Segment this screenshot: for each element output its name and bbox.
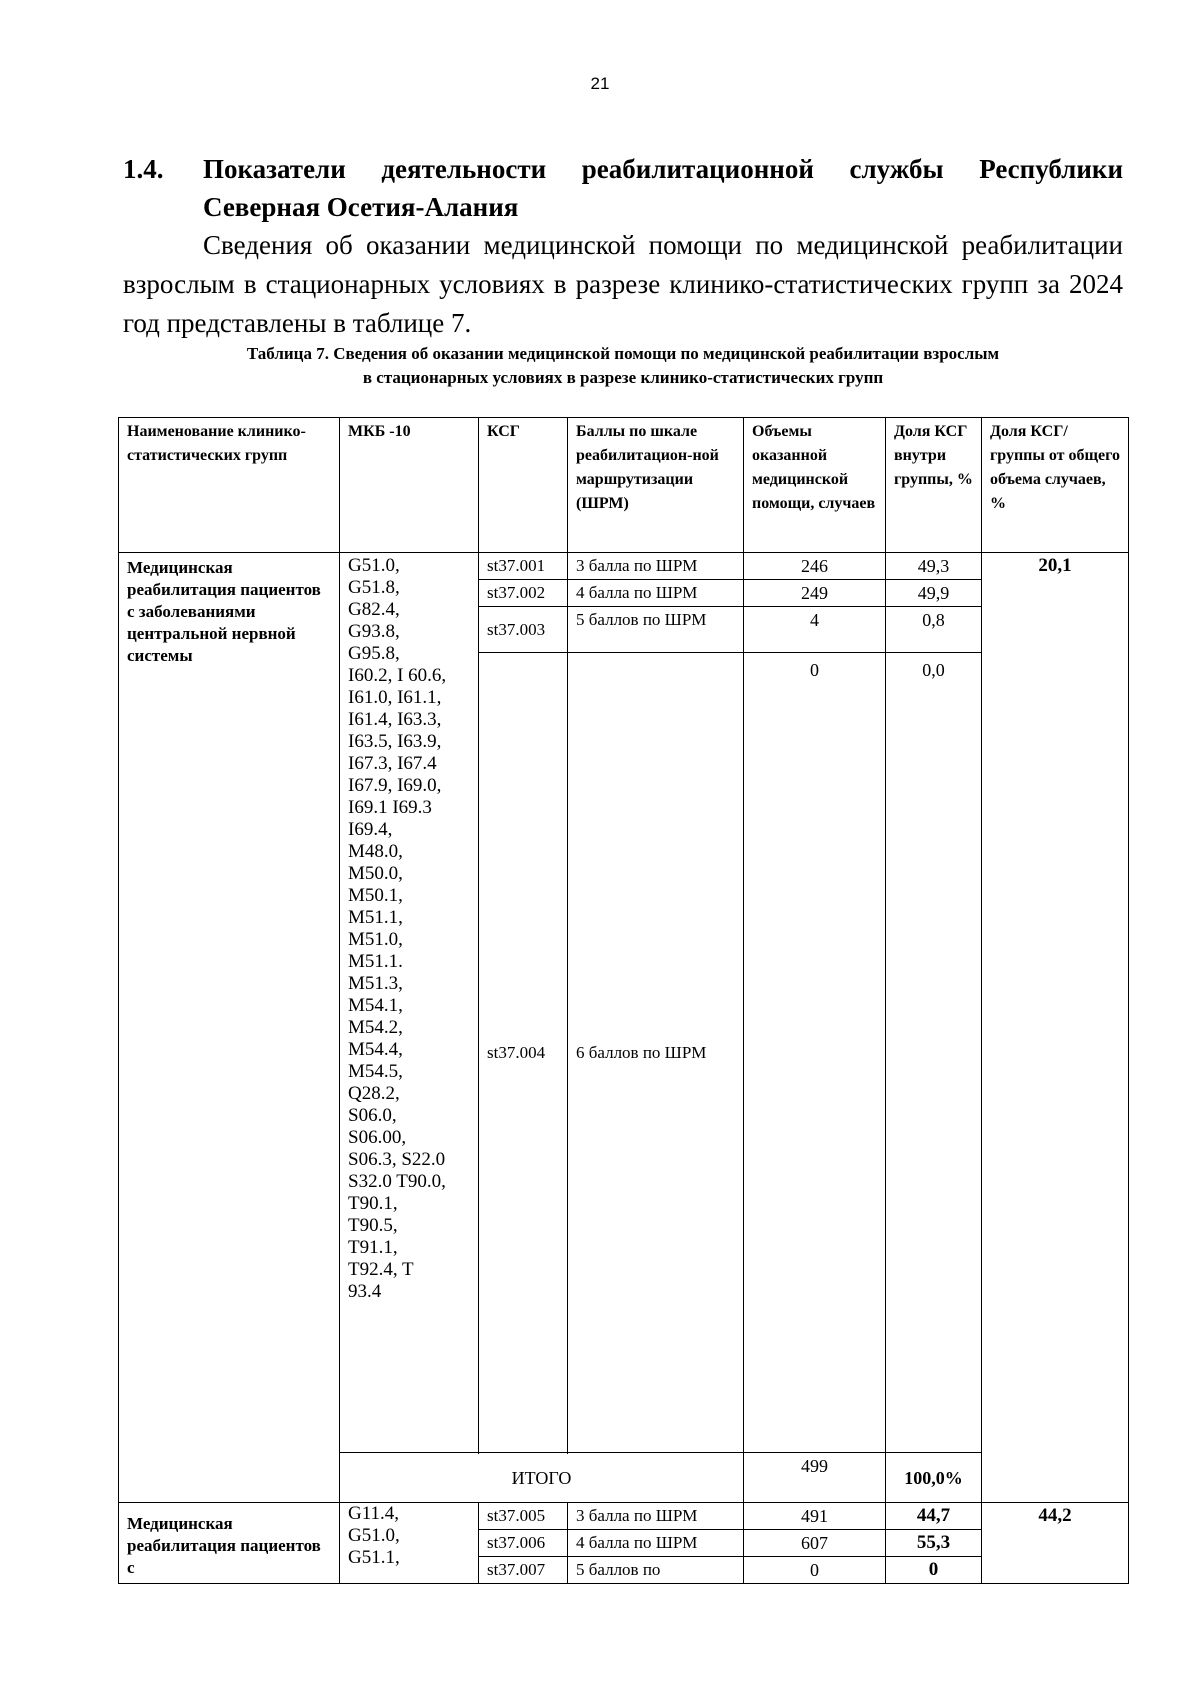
icd-code: S06.3, S22.0 bbox=[348, 1149, 446, 1170]
icd-code: T90.1, bbox=[348, 1193, 398, 1214]
table-caption-line2: в стационарных условиях в разрезе клинико-статистических групп bbox=[362, 368, 884, 387]
table-row bbox=[119, 1503, 1129, 1530]
group2-total-share: 44,2 bbox=[982, 1503, 1129, 1584]
icd-code: G51.8, bbox=[348, 577, 400, 598]
header-share-total: Доля КСГ/группы от общего объема случаев, % bbox=[982, 418, 1129, 553]
table-row bbox=[119, 553, 1129, 580]
share-value: 0,0 bbox=[886, 653, 982, 1453]
icd-code: G95.8, bbox=[348, 643, 400, 664]
icd-code: T90.5, bbox=[348, 1215, 398, 1236]
header-group: Наименование клинико-статистических групп bbox=[119, 418, 340, 553]
shrm-score: 3 балла по ШРМ bbox=[568, 553, 744, 580]
ksg-code: st37.002 bbox=[479, 580, 568, 607]
header-shrm: Баллы по шкале реабилитацион-ной маршрутизации (ШРМ) bbox=[568, 418, 744, 553]
share-value: 55,3 bbox=[886, 1530, 982, 1557]
shrm-score: 5 баллов по ШРМ bbox=[568, 607, 744, 653]
section-number: 1.4. bbox=[123, 154, 164, 184]
volume-value: 607 bbox=[744, 1530, 886, 1557]
group1-itogo-volume: 499 bbox=[744, 1453, 886, 1503]
group1-total-share: 20,1 bbox=[982, 553, 1129, 1503]
icd-code: G82.4, bbox=[348, 599, 400, 620]
shrm-score: 4 балла по ШРМ bbox=[568, 580, 744, 607]
rehab-table bbox=[118, 417, 1129, 1584]
volume-value: 0 bbox=[744, 1557, 886, 1584]
icd-code: M54.1, bbox=[348, 995, 403, 1016]
volume-value: 491 bbox=[744, 1503, 886, 1530]
section-title-line2: Северная Осетия-Алания bbox=[203, 192, 519, 222]
icd-code: G51.0, bbox=[348, 1525, 400, 1546]
ksg-code: st37.005 bbox=[479, 1503, 568, 1530]
header-ksg: КСГ bbox=[479, 418, 568, 553]
ksg-code: st37.001 bbox=[479, 553, 568, 580]
header-volume: Объемы оказанной медицинской помощи, случаев bbox=[744, 418, 886, 553]
ksg-code: st37.007 bbox=[479, 1557, 568, 1584]
icd-code: 93.4 bbox=[348, 1281, 382, 1302]
icd-code: G51.1, bbox=[348, 1547, 400, 1568]
table-caption-line1: Таблица 7. Сведения об оказании медицинской помощи по медицинской реабилитации взрослым bbox=[246, 344, 1000, 363]
icd-code: M51.0, bbox=[348, 929, 403, 950]
group1-name: Медицинская реабилитация пациентов с заболеваниями центральной нервной системы bbox=[119, 553, 340, 1503]
group2-name: Медицинская реабилитация пациентов с bbox=[119, 1503, 340, 1584]
table-header-row bbox=[119, 418, 1129, 553]
share-value: 44,7 bbox=[886, 1503, 982, 1530]
volume-value: 249 bbox=[744, 580, 886, 607]
share-value: 49,9 bbox=[886, 580, 982, 607]
icd-code: T92.4, T bbox=[348, 1259, 414, 1280]
ksg-code: st37.006 bbox=[479, 1530, 568, 1557]
header-share-in-group: Доля КСГ внутри группы, % bbox=[886, 418, 982, 553]
icd-code: M54.5, bbox=[348, 1061, 403, 1082]
icd-code: I67.9, I69.0, bbox=[348, 775, 442, 796]
icd-code: I69.4, bbox=[348, 819, 393, 840]
group1-itogo-share: 100,0% bbox=[886, 1453, 982, 1503]
icd-code: M54.2, bbox=[348, 1017, 403, 1038]
icd-code: I61.0, I61.1, bbox=[348, 687, 442, 708]
shrm-score: 6 баллов по ШРМ bbox=[568, 653, 744, 1453]
icd-code: I63.5, I63.9, bbox=[348, 731, 442, 752]
share-value: 0 bbox=[886, 1557, 982, 1584]
ksg-code: st37.004 bbox=[479, 653, 568, 1453]
icd-code: S06.00, bbox=[348, 1127, 407, 1148]
share-value: 0,8 bbox=[886, 607, 982, 653]
icd-code: S06.0, bbox=[348, 1105, 397, 1126]
icd-code: G11.4, bbox=[348, 1503, 400, 1524]
volume-value: 0 bbox=[744, 653, 886, 1453]
section-title-line1: Показатели деятельности реабилитационной службы Республики bbox=[203, 154, 1123, 184]
volume-value: 4 bbox=[744, 607, 886, 653]
icd-code: I61.4, I63.3, bbox=[348, 709, 442, 730]
shrm-score: 4 балла по ШРМ bbox=[568, 1530, 744, 1557]
page-number: 21 bbox=[590, 74, 610, 93]
icd-code: M51.1. bbox=[348, 951, 403, 972]
shrm-score: 3 балла по ШРМ bbox=[568, 1503, 744, 1530]
volume-value: 246 bbox=[744, 553, 886, 580]
group1-codes bbox=[340, 553, 479, 1453]
share-value: 49,3 bbox=[886, 553, 982, 580]
icd-code: M54.4, bbox=[348, 1039, 403, 1060]
icd-code: I60.2, I 60.6, bbox=[348, 665, 447, 686]
icd-code: G51.0, bbox=[348, 555, 400, 576]
icd-code: M51.1, bbox=[348, 907, 403, 928]
icd-code: M50.0, bbox=[348, 863, 403, 884]
icd-code: I67.3, I67.4 bbox=[348, 753, 437, 774]
table-caption bbox=[123, 342, 1123, 390]
icd-code: M51.3, bbox=[348, 973, 403, 994]
group2-codes bbox=[340, 1503, 479, 1584]
icd-code: S32.0 T90.0, bbox=[348, 1171, 446, 1192]
icd-code: M50.1, bbox=[348, 885, 403, 906]
header-mkb: МКБ -10 bbox=[340, 418, 479, 553]
intro-paragraph: Сведения об оказании медицинской помощи по медицинской реабилитации взрослым в стационарных условиях в разрезе клинико-статистических групп за 2024 год представлены в таблице 7. bbox=[123, 230, 1123, 338]
group1-itogo-label: ИТОГО bbox=[340, 1453, 744, 1503]
icd-code: G93.8, bbox=[348, 621, 400, 642]
icd-code: M48.0, bbox=[348, 841, 403, 862]
icd-code: I69.1 I69.3 bbox=[348, 797, 432, 818]
icd-code: Q28.2, bbox=[348, 1083, 400, 1104]
icd-code: T91.1, bbox=[348, 1237, 398, 1258]
ksg-code: st37.003 bbox=[479, 607, 568, 653]
shrm-score: 5 баллов по bbox=[568, 1557, 744, 1584]
